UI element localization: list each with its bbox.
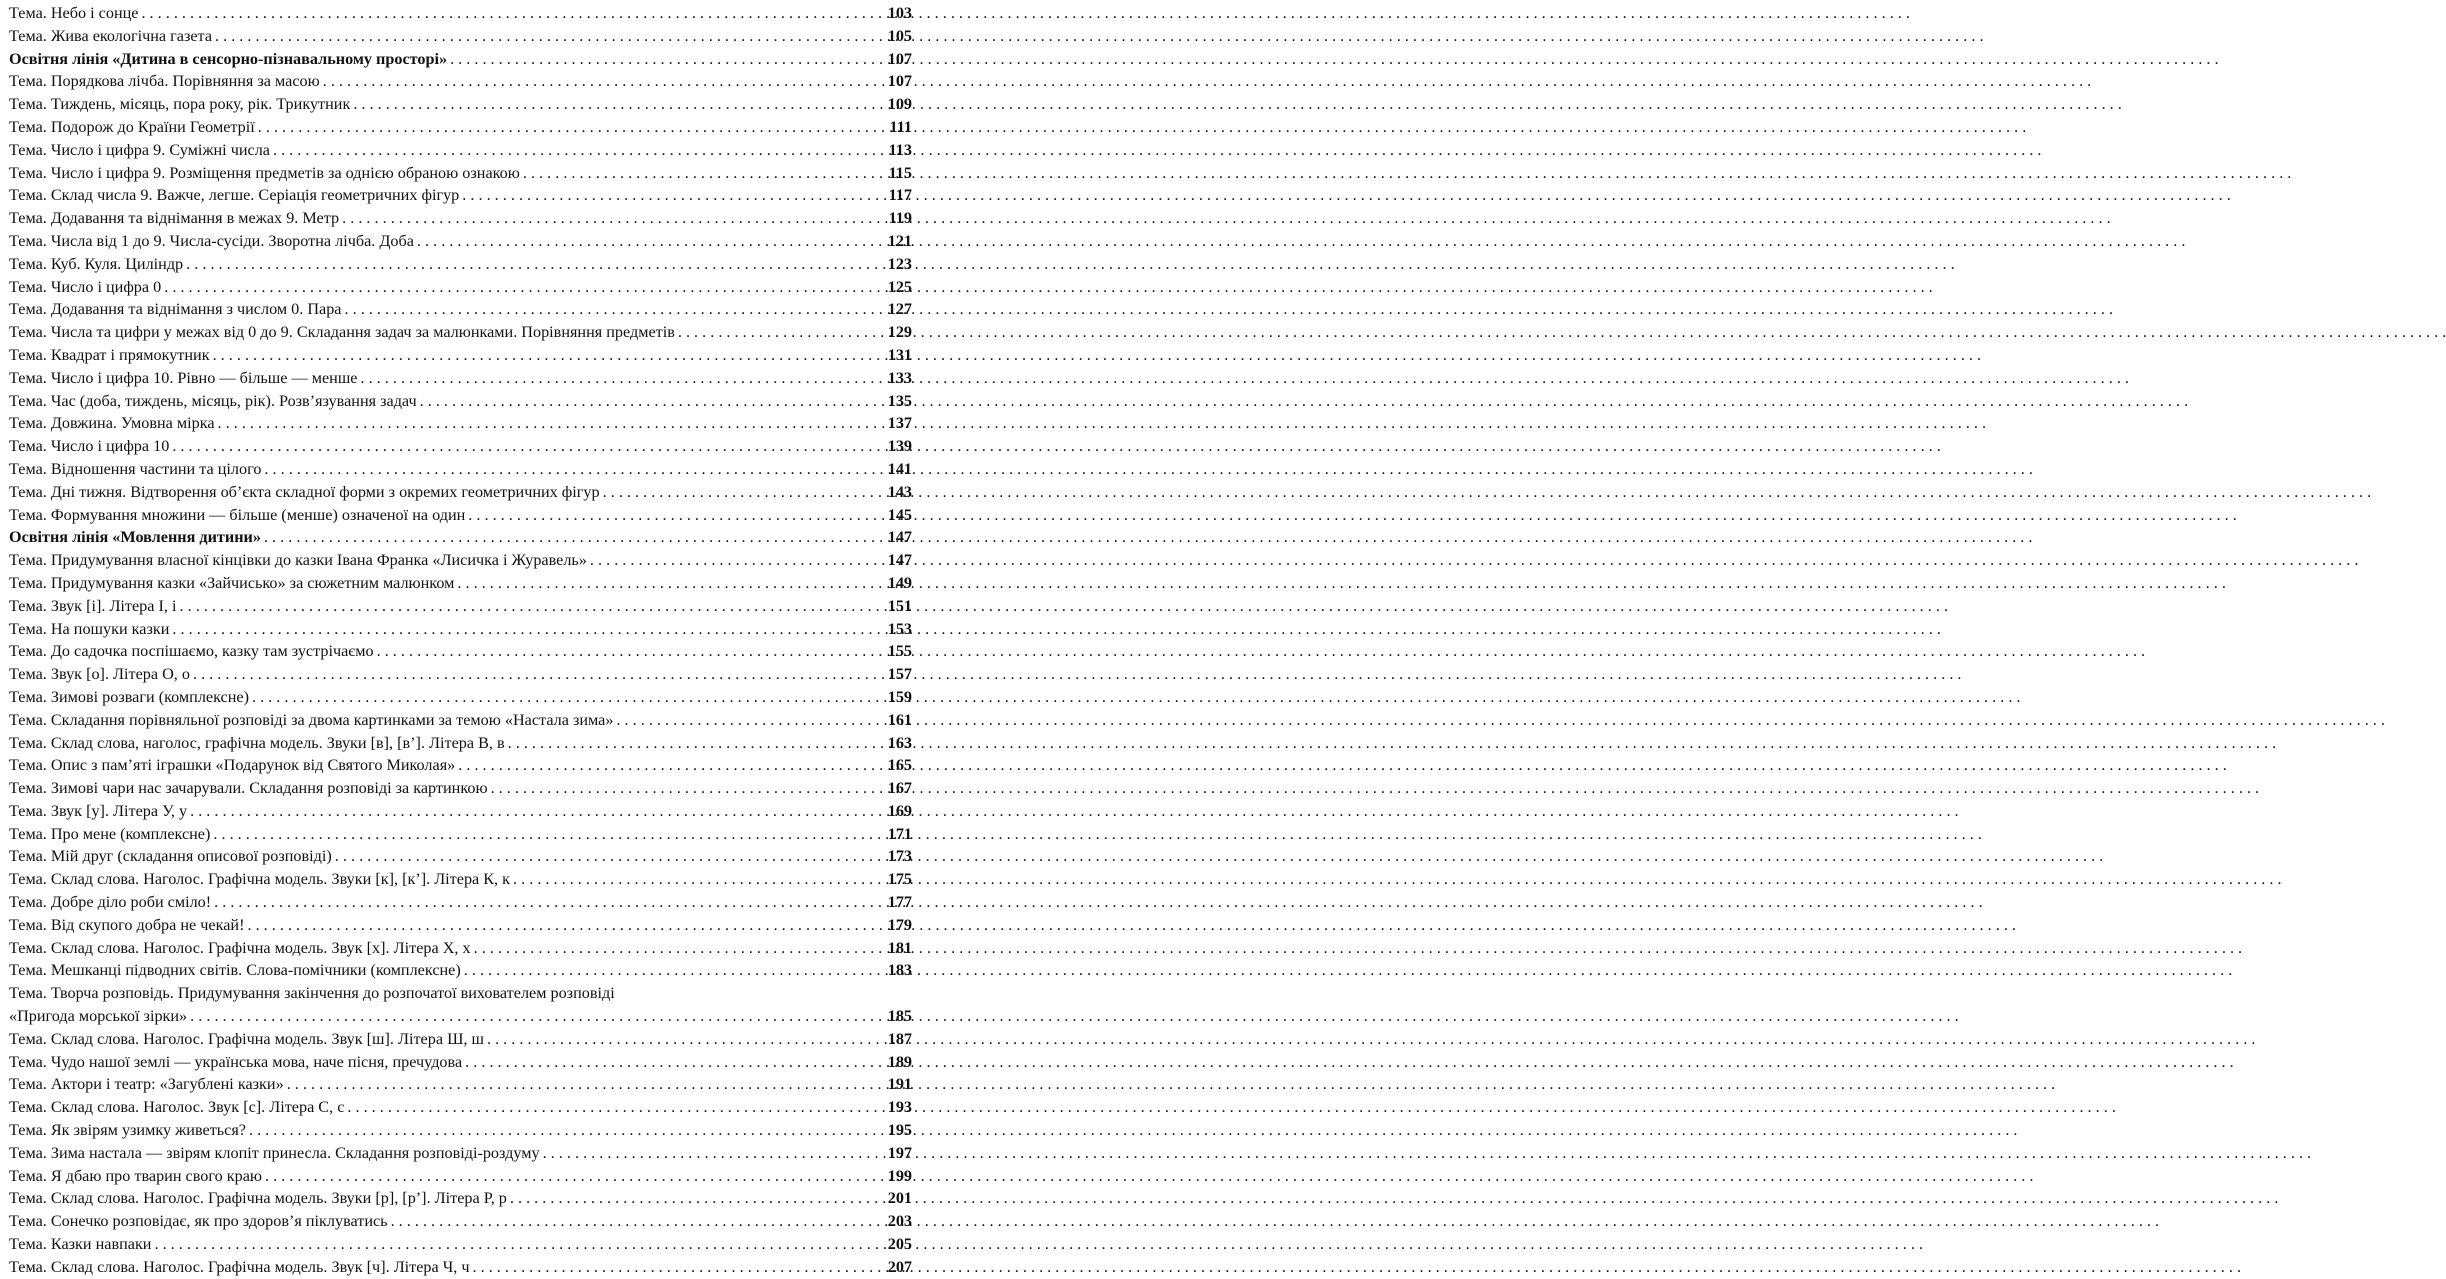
page-number: 123 bbox=[887, 254, 912, 273]
dot-leader bbox=[465, 1051, 881, 1074]
page-number: 133 bbox=[887, 368, 912, 387]
toc-entry bbox=[9, 162, 912, 185]
page-number: 129 bbox=[887, 323, 912, 342]
dot-leader bbox=[247, 914, 881, 937]
toc-entry bbox=[9, 412, 912, 435]
entry-title: Тема. Про мене (комплексне) bbox=[9, 824, 211, 843]
page-number: 169 bbox=[887, 801, 912, 820]
entry-title: Тема. Творча розповідь. Придумування закінчення до розпочатої вихователем розповіді bbox=[9, 984, 615, 1003]
page-number: 191 bbox=[887, 1075, 912, 1094]
page-number: 171 bbox=[887, 824, 912, 843]
entry-title: Тема. Актори і театр: «Загублені казки» bbox=[9, 1075, 284, 1094]
toc-entry bbox=[9, 2, 912, 25]
page-number: 147 bbox=[887, 528, 912, 547]
page-number: 105 bbox=[887, 26, 912, 45]
entry-title: Тема. Подорож до Країни Геометрії bbox=[9, 117, 255, 136]
page-number: 167 bbox=[887, 779, 912, 798]
page-number: 155 bbox=[887, 642, 912, 661]
entry-title: Тема. Жива екологічна газета bbox=[9, 26, 213, 45]
entry-title: Тема. На пошуки казки bbox=[9, 619, 170, 638]
entry-title: Тема. Довжина. Умовна мірка bbox=[9, 414, 215, 433]
page-number: 175 bbox=[887, 870, 912, 889]
page-number: 141 bbox=[887, 459, 912, 478]
page-number: 115 bbox=[888, 163, 912, 182]
dot-leader bbox=[473, 1256, 881, 1279]
toc-entry bbox=[9, 891, 912, 914]
dot-leader bbox=[264, 458, 881, 481]
entry-title: Тема. Зима настала — звірям клопіт принесла. Складання розповіді-роздуму bbox=[9, 1143, 540, 1162]
dot-leader bbox=[391, 1210, 881, 1233]
toc-entry bbox=[9, 982, 912, 1005]
page-number: 163 bbox=[887, 733, 912, 752]
toc-section-heading bbox=[9, 526, 912, 549]
page-number: 107 bbox=[887, 72, 912, 91]
dot-leader bbox=[468, 504, 881, 527]
page-number: 143 bbox=[887, 482, 912, 501]
dot-leader bbox=[450, 48, 881, 71]
toc-entry bbox=[9, 184, 912, 207]
entry-title: Тема. Добре діло роби сміло! bbox=[9, 893, 212, 912]
dot-leader bbox=[508, 732, 881, 755]
dot-leader bbox=[218, 412, 881, 435]
entry-title: Тема. Склад слова. Наголос. Графічна модель. Звуки [к], [к’]. Літера К, к bbox=[9, 870, 511, 889]
toc-entry bbox=[9, 504, 912, 527]
page-number: 207 bbox=[887, 1257, 912, 1276]
entry-title: Тема. Квадрат і прямокутник bbox=[9, 345, 210, 364]
page-number: 117 bbox=[888, 186, 912, 205]
entry-title: Тема. Опис з пам’яті іграшки «Подарунок від Святого Миколая» bbox=[9, 756, 456, 775]
dot-leader bbox=[491, 777, 881, 800]
page-number: 187 bbox=[887, 1029, 912, 1048]
page-number: 121 bbox=[887, 231, 912, 250]
toc-entry bbox=[9, 276, 912, 299]
entry-title: Тема. Число і цифра 9. Суміжні числа bbox=[9, 140, 270, 159]
toc-entry bbox=[9, 1028, 912, 1051]
entry-title: Тема. Склад слова. Наголос. Звук [с]. Літера С, с bbox=[9, 1098, 345, 1117]
page-number: 173 bbox=[887, 847, 912, 866]
dot-leader bbox=[347, 1096, 881, 1119]
dot-leader bbox=[342, 207, 881, 230]
toc-entry bbox=[9, 709, 912, 732]
dot-leader bbox=[462, 184, 881, 207]
toc-entry bbox=[9, 390, 912, 413]
entry-title: Тема. Придумування власної кінцівки до казки Івана Франка «Лисичка і Журавель» bbox=[9, 551, 587, 570]
dot-leader bbox=[678, 321, 881, 344]
entry-title: Тема. Число і цифра 0 bbox=[9, 277, 162, 296]
entry-title: Тема. Склад слова. Наголос. Графічна модель. Звуки [р], [р’]. Літера Р, р bbox=[9, 1189, 507, 1208]
dot-leader bbox=[154, 1233, 881, 1256]
toc-entry bbox=[9, 800, 912, 823]
page-number: 125 bbox=[887, 277, 912, 296]
entry-title: Тема. Дні тижня. Відтворення об’єкта складної форми з окремих геометричних фігур bbox=[9, 482, 600, 501]
entry-title: Тема. Порядкова лічба. Порівняння за масою bbox=[9, 72, 320, 91]
dot-leader bbox=[464, 959, 881, 982]
dot-leader bbox=[215, 25, 881, 48]
dot-leader bbox=[603, 481, 881, 504]
toc-entry bbox=[9, 845, 912, 868]
dot-leader bbox=[360, 367, 881, 390]
entry-title: Тема. Число і цифра 9. Розміщення предметів за однією обраною ознакою bbox=[9, 163, 520, 182]
section-title: Освітня лінія «Мовлення дитини» bbox=[9, 528, 261, 547]
section-title: Освітня лінія «Дитина в сенсорно-пізнавальному просторі» bbox=[9, 49, 448, 68]
toc-entry bbox=[9, 868, 912, 891]
toc-entry bbox=[9, 253, 912, 276]
entry-title: Тема. Звук [у]. Літера У, у bbox=[9, 801, 188, 820]
toc-entry bbox=[9, 1073, 912, 1096]
page-number: 179 bbox=[887, 915, 912, 934]
dot-leader bbox=[141, 2, 881, 25]
page-number: 193 bbox=[887, 1098, 912, 1117]
dot-leader bbox=[214, 891, 881, 914]
toc-entry bbox=[9, 367, 912, 390]
dot-leader bbox=[287, 1073, 881, 1096]
entry-title: Тема. Склад слова, наголос, графічна модель. Звуки [в], [в’]. Літера В, в bbox=[9, 733, 505, 752]
page-number: 159 bbox=[887, 687, 912, 706]
dot-leader bbox=[513, 868, 881, 891]
toc-entry bbox=[9, 344, 912, 367]
toc-entry bbox=[9, 207, 912, 230]
toc-entry bbox=[9, 93, 912, 116]
page-number: 149 bbox=[887, 573, 912, 592]
toc-entry bbox=[9, 595, 912, 618]
toc-entry bbox=[9, 1119, 912, 1142]
toc-entry bbox=[9, 25, 912, 48]
page-number: 139 bbox=[887, 437, 912, 456]
toc-entry bbox=[9, 823, 912, 846]
dot-leader bbox=[510, 1187, 881, 1210]
entry-title: Тема. Казки навпаки bbox=[9, 1235, 152, 1254]
toc-entry bbox=[9, 230, 912, 253]
entry-title: Тема. Додавання та віднімання з числом 0. Пара bbox=[9, 300, 342, 319]
entry-title: Тема. Тиждень, місяць, пора року, рік. Трикутник bbox=[9, 95, 351, 114]
page-number: 203 bbox=[887, 1212, 912, 1231]
toc-entry bbox=[9, 732, 912, 755]
toc-entry bbox=[9, 640, 912, 663]
toc-section-heading bbox=[9, 48, 912, 71]
dot-leader bbox=[417, 230, 881, 253]
entry-title: Тема. Небо і сонце bbox=[9, 4, 139, 22]
page-number: 183 bbox=[887, 961, 912, 980]
entry-title: Тема. Куб. Куля. Циліндр bbox=[9, 254, 184, 273]
page-number: 205 bbox=[887, 1235, 912, 1254]
page-number: 199 bbox=[887, 1166, 912, 1185]
entry-title: Тема. Мешканці підводних світів. Слова-помічники (комплексне) bbox=[9, 961, 461, 980]
dot-leader bbox=[180, 595, 882, 618]
entry-title: «Пригода морської зірки» bbox=[9, 1007, 188, 1026]
dot-leader bbox=[172, 618, 881, 641]
entry-title: Тема. Придумування казки «Зайчисько» за сюжетним малюнком bbox=[9, 573, 455, 592]
toc-entry bbox=[9, 777, 912, 800]
toc-entry bbox=[9, 1233, 912, 1256]
toc-entry bbox=[9, 1187, 912, 1210]
entry-title: Тема. Зимові розваги (комплексне) bbox=[9, 687, 249, 706]
toc-entry bbox=[9, 1165, 912, 1188]
toc-entry bbox=[9, 435, 912, 458]
dot-leader bbox=[264, 526, 881, 549]
toc-entry bbox=[9, 139, 912, 162]
entry-title: Тема. Складання порівняльної розповіді за двома картинками за темою «Настала зима» bbox=[9, 710, 614, 729]
entry-title: Тема. Склад числа 9. Важче, легше. Серіація геометричних фігур bbox=[9, 186, 460, 205]
page-number: 151 bbox=[887, 596, 912, 615]
page-number: 137 bbox=[887, 414, 912, 433]
dot-leader bbox=[186, 253, 881, 276]
toc-entry bbox=[9, 458, 912, 481]
entry-title: Тема. Числа від 1 до 9. Числа-сусіди. Зворотна лічба. Доба bbox=[9, 231, 414, 250]
dot-leader bbox=[252, 686, 881, 709]
page-number: 145 bbox=[887, 505, 912, 524]
dot-leader bbox=[249, 1119, 881, 1142]
dot-leader bbox=[353, 93, 881, 116]
dot-leader bbox=[323, 70, 881, 93]
dot-leader bbox=[345, 298, 882, 321]
page-number: 157 bbox=[887, 665, 912, 684]
dot-leader bbox=[213, 344, 881, 367]
page-number: 131 bbox=[887, 345, 912, 364]
dot-leader bbox=[458, 754, 881, 777]
entry-title: Тема. Відношення частини та цілого bbox=[9, 459, 262, 478]
toc-entry bbox=[9, 1142, 912, 1165]
page-number: 185 bbox=[887, 1007, 912, 1026]
toc-entry bbox=[9, 914, 912, 937]
dot-leader bbox=[377, 640, 881, 663]
entry-title: Тема. Як звірям узимку живеться? bbox=[9, 1121, 246, 1140]
entry-title: Тема. Час (доба, тиждень, місяць, рік). Розв’язування задач bbox=[9, 391, 417, 410]
entry-title: Тема. Чудо нашої землі — українська мова, наче пісня, пречудова bbox=[9, 1052, 463, 1071]
page-number: 109 bbox=[887, 95, 912, 114]
dot-leader bbox=[590, 549, 881, 572]
table-of-contents bbox=[9, 2, 912, 1279]
toc-entry bbox=[9, 549, 912, 572]
toc-entry bbox=[9, 1096, 912, 1119]
entry-title: Тема. Числа та цифри у межах від 0 до 9. Складання задач за малюнками. Порівняння предметів bbox=[9, 323, 675, 342]
toc-entry bbox=[9, 1210, 912, 1233]
toc-entry bbox=[9, 70, 912, 93]
toc-entry bbox=[9, 959, 912, 982]
toc-entry bbox=[9, 686, 912, 709]
page-number: 111 bbox=[889, 117, 912, 136]
entry-title: Тема. Зимові чари нас зачарували. Складання розповіді за картинкою bbox=[9, 779, 488, 798]
entry-title: Тема. Звук [і]. Літера І, і bbox=[9, 596, 177, 615]
dot-leader bbox=[273, 139, 881, 162]
toc-entry bbox=[9, 1256, 912, 1279]
page-number: 197 bbox=[887, 1143, 912, 1162]
entry-title: Тема. Сонечко розповідає, як про здоров’я піклуватись bbox=[9, 1212, 388, 1231]
page-number: 147 bbox=[887, 551, 912, 570]
page-number: 161 bbox=[887, 710, 912, 729]
dot-leader bbox=[474, 937, 881, 960]
toc-entry bbox=[9, 298, 912, 321]
entry-title: Тема. Додавання та віднімання в межах 9. Метр bbox=[9, 209, 340, 228]
entry-title: Тема. Склад слова. Наголос. Графічна модель. Звук [ш]. Літера Ш, ш bbox=[9, 1029, 484, 1048]
page-number: 153 bbox=[887, 619, 912, 638]
dot-leader bbox=[420, 390, 881, 413]
dot-leader bbox=[258, 116, 881, 139]
page-number: 181 bbox=[887, 938, 912, 957]
page-number: 103 bbox=[887, 4, 912, 22]
page-number: 135 bbox=[887, 391, 912, 410]
entry-title: Тема. Число і цифра 10. Рівно — більше — менше bbox=[9, 368, 358, 387]
dot-leader bbox=[616, 709, 881, 732]
dot-leader bbox=[190, 800, 881, 823]
entry-title: Тема. Склад слова. Наголос. Графічна модель. Звук [х]. Літера Х, х bbox=[9, 938, 471, 957]
dot-leader bbox=[193, 663, 881, 686]
dot-leader bbox=[172, 435, 881, 458]
toc-entry bbox=[9, 116, 912, 139]
page-number: 107 bbox=[887, 49, 912, 68]
dot-leader bbox=[335, 845, 881, 868]
dot-leader bbox=[457, 572, 881, 595]
dot-leader bbox=[523, 162, 881, 185]
toc-entry bbox=[9, 321, 912, 344]
entry-title: Тема. Звук [о]. Літера О, о bbox=[9, 665, 190, 684]
page-number: 119 bbox=[888, 209, 912, 228]
page-number: 177 bbox=[887, 893, 912, 912]
toc-entry bbox=[9, 1051, 912, 1074]
entry-title: Тема. Від скупого добра не чекай! bbox=[9, 915, 245, 934]
dot-leader bbox=[265, 1165, 881, 1188]
toc-entry bbox=[9, 754, 912, 777]
entry-title: Тема. До садочка поспішаємо, казку там зустрічаємо bbox=[9, 642, 374, 661]
page-number: 127 bbox=[887, 300, 912, 319]
page-number: 195 bbox=[887, 1121, 912, 1140]
entry-title: Тема. Число і цифра 10 bbox=[9, 437, 170, 456]
toc-entry bbox=[9, 937, 912, 960]
entry-title: Тема. Я дбаю про тварин свого краю bbox=[9, 1166, 262, 1185]
page-number: 201 bbox=[887, 1189, 912, 1208]
toc-entry bbox=[9, 572, 912, 595]
dot-leader bbox=[543, 1142, 881, 1165]
entry-title: Тема. Формування множини — більше (менше) означеної на один bbox=[9, 505, 466, 524]
page-number: 165 bbox=[887, 756, 912, 775]
toc-entry bbox=[9, 618, 912, 641]
dot-leader bbox=[164, 276, 881, 299]
toc-entry bbox=[9, 481, 912, 504]
dot-leader bbox=[190, 1005, 881, 1028]
toc-entry bbox=[9, 1005, 912, 1028]
dot-leader bbox=[213, 823, 881, 846]
toc-entry bbox=[9, 663, 912, 686]
page-number: 113 bbox=[888, 140, 912, 159]
dot-leader bbox=[487, 1028, 881, 1051]
page-number: 189 bbox=[887, 1052, 912, 1071]
entry-title: Тема. Склад слова. Наголос. Графічна модель. Звук [ч]. Літера Ч, ч bbox=[9, 1257, 470, 1276]
entry-title: Тема. Мій друг (складання описової розповіді) bbox=[9, 847, 332, 866]
